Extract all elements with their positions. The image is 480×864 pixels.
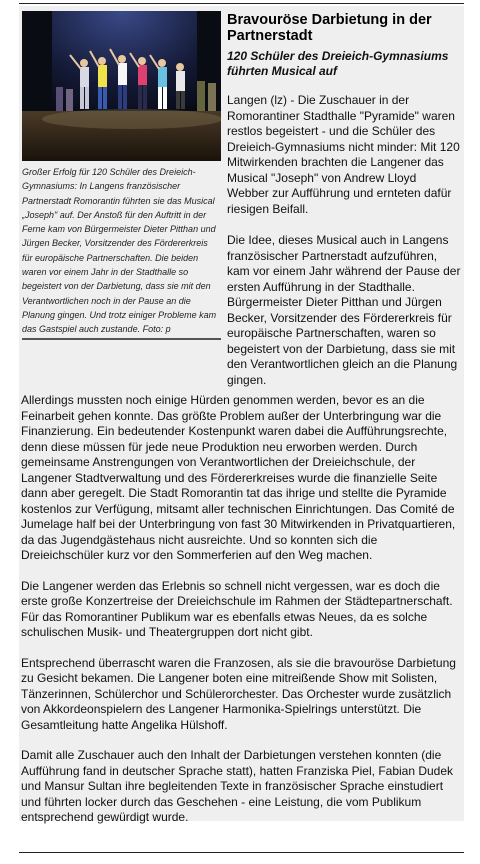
intro-column [227, 93, 461, 404]
caption-divider [22, 338, 221, 340]
stage-photo [22, 11, 221, 161]
subheadline: 120 Schüler des Dreieich-Gymnasiums führten Musical auf [227, 49, 449, 78]
photo-block [22, 11, 221, 340]
photo-caption: Großer Erfolg für 120 Schüler des Dreieich-Gymnasiums: In Langens französischer Partnerstadt Romorantin führten sie das Musical „Joseph" auf. Der Anstoß für den Auftritt in der Ferne kam von Bürgermeister Dieter Pitthan und Jürgen Becker, Vorsitzender des Fördererkreis für europäische Partnerschaften. Die beiden waren vor einem Jahr in der Stadthalle so begeistert von der Darbietung, dass sie mit den Verantwortlichen noch in der Pause an die Planung gingen. Und trotz einiger Probleme kam das Gastspiel auch zustande. Foto: p [22, 167, 217, 335]
top-divider [19, 3, 464, 4]
intro-paragraph: Die Idee, dieses Musical auch in Langens französischer Partnerstadt aufzuführen, kam vor einem Jahr während der Pause der ersten Aufführung in der Stadthalle. Bürgermeister Dieter Pitthan und Jürgen Becker, Vorsitzender des Fördererkreis für europäische Partnerschaften, waren so begeistert von der Darbietung, dass sie mit den Verantwortlichen gleich an die Planung gingen. [227, 233, 461, 387]
bottom-divider [19, 852, 464, 853]
headline: Bravouröse Darbietung in der Partnerstadt [227, 12, 432, 44]
stage-performance-image [22, 11, 221, 161]
body-paragraph: Damit alle Zuschauer auch den Inhalt der Darbietungen verstehen konnten (die Aufführung fand in deutscher Sprache statt), hatten Franziska Piel, Fabian Dudek und Mansur Sultan ihre begleitenden Texte in französischer Sprache einstudiert und führten locker durch das Geschehen - eine Leistung, die vom Publikum entsprechend gewürdigt wurde. [21, 748, 454, 824]
body-paragraph: Entsprechend überrascht waren die Franzosen, als sie die bravouröse Darbietung zu Gesicht bekamen. Die Langener boten eine mitreißende Show mit Solisten, Tänzerinnen, Schülerchor und Schülerorchester. Das Orchester wurde zusätzlich von Akkordeonspielern des Langener Harmonika-Spielrings unterstützt. Die Gesamtleitung hatte Angelika Hülshoff. [21, 655, 456, 732]
body-paragraph: Allerdings mussten noch einige Hürden genommen werden, bevor es an die Feinarbeit gehen konnte. Das größte Problem außer der Unterbringung war die Finanzierung. Ein bedeutender Kostenpunkt waren dabei die Aufführungsrechte, denn diese müssen für jede neue Produktion neu erworben werden. Durch gemeinsame Anstrengungen von Verantwortlichen der Dreieichschule, der Langener Stadtverwaltung und des Fördererkreises wurde die finanzielle Seite dann aber geregelt. Die Stadt Romorantin tat das ihrige und stellte die Pyramide kostenlos zur Verfügung, mitsamt aller technischen Einrichtungen. Das Comité de Jumelage half bei der Unterbringung von fast 30 Mitwirkenden in Privatquartieren, da das Jugendgästehaus nicht ausreichte. Und so konnten sich die Dreieichschüler kurz vor den Sommerferien auf den Weg machen. [21, 393, 456, 562]
article-panel [19, 6, 464, 824]
body-paragraph: Die Langener werden das Erlebnis so schnell nicht vergessen, war es doch die erste große Konzertreise der Dreieichschule im Rahmen der Städtepartnerschaft. Für das Romorantiner Publikum war es ebenfalls etwas Neues, da es solche schulischen Musik- und Theatergruppen dort nicht gibt. [21, 578, 453, 639]
article-body [21, 393, 461, 841]
intro-paragraph: Langen (lz) - Die Zuschauer in der Romorantiner Stadthalle "Pyramide" waren restlos begeistert - und die Schüler des Dreieich-Gymnasiums nicht minder: Mit 120 Mitwirkenden brachten die Langener das Musical "Joseph" von Andrew Lloyd Webber zur Aufführung und ernteten dafür riesigen Beifall. [227, 93, 460, 216]
